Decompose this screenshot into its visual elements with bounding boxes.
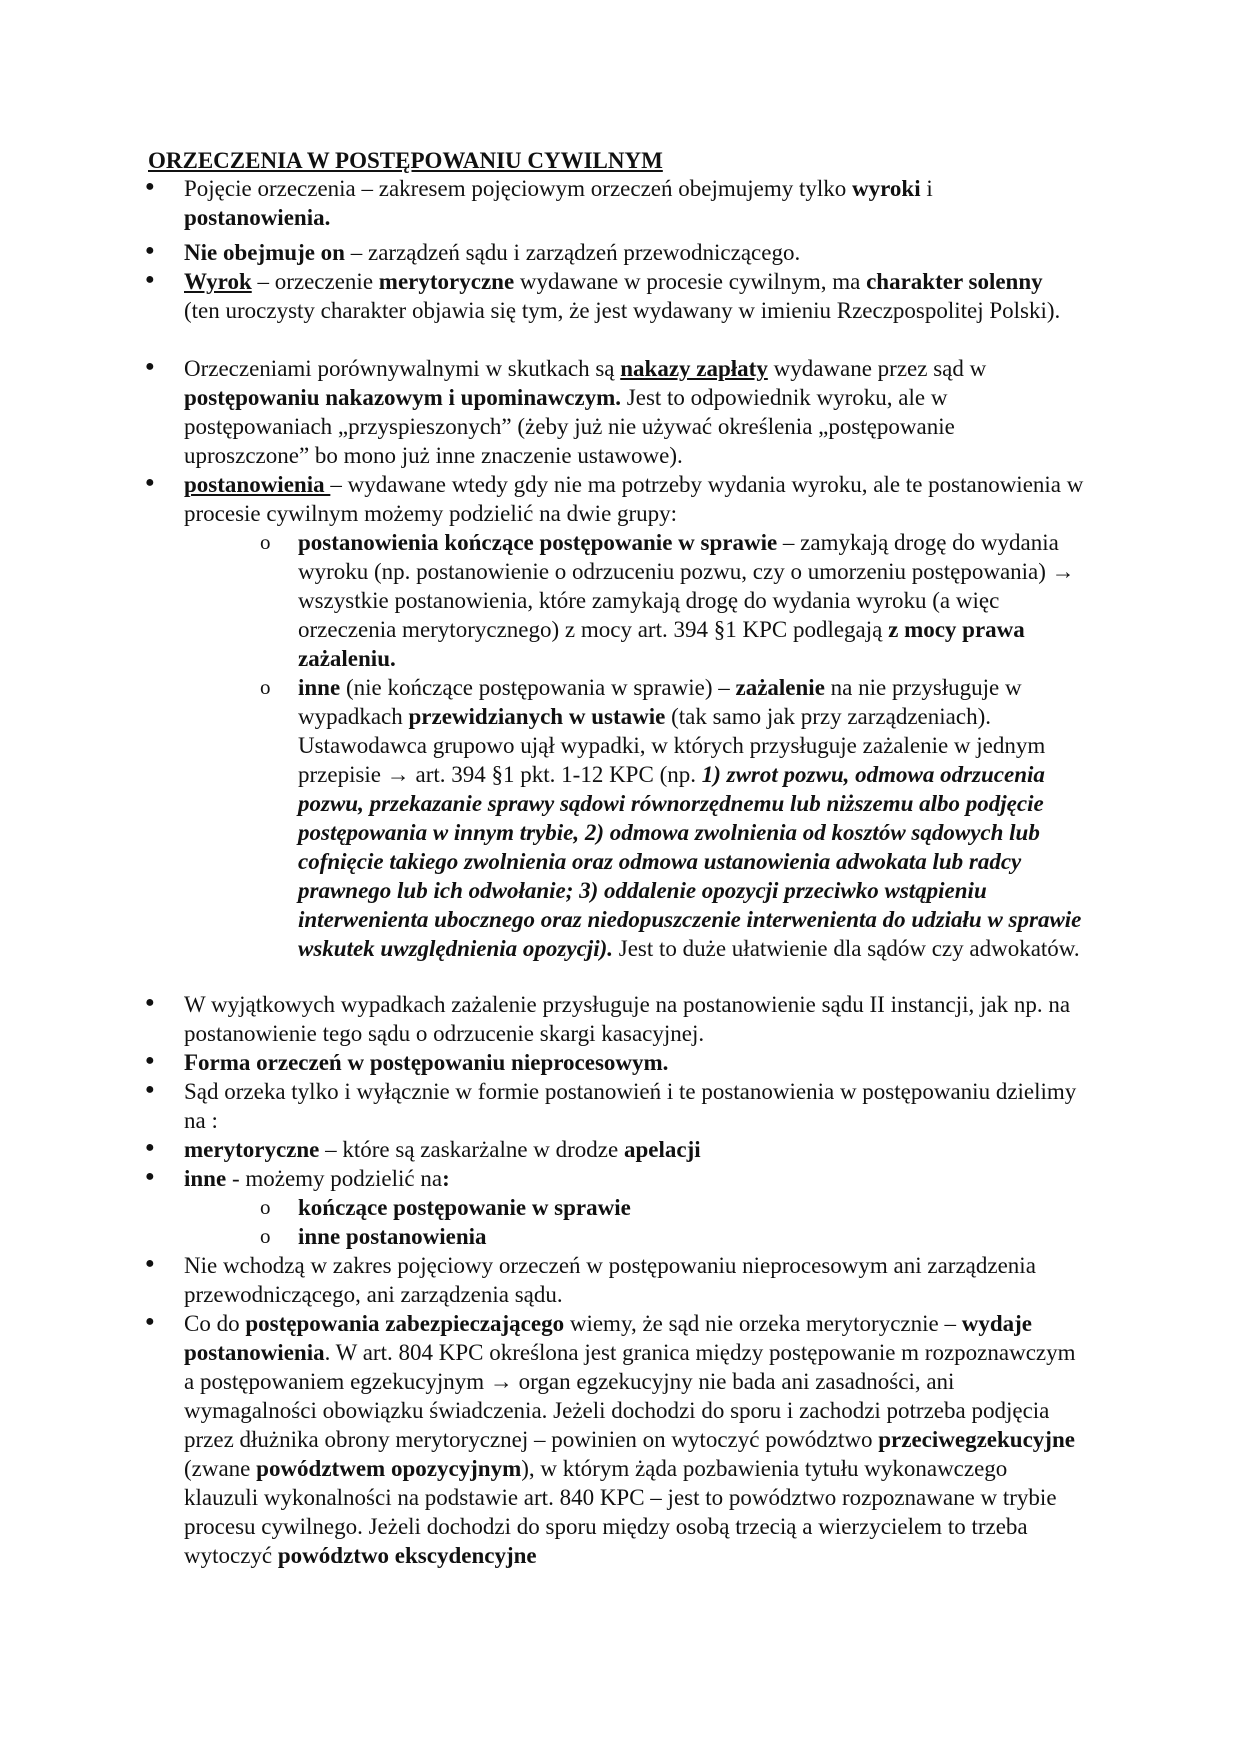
text-run: powództwem opozycyjnym [256, 1456, 522, 1481]
bullet: ● [145, 1313, 155, 1330]
text-run: Sąd orzeka tylko i wyłącznie w formie postanowień i te postanowienia w postępowaniu dzielimy na : [184, 1079, 1077, 1133]
text-run: wydawane przez sąd w [767, 356, 987, 381]
list-item [184, 1309, 1084, 1570]
text-run: Jest to odpowiednik wyroku, ale w postępowaniach „przyspieszonych” (żeby już nie używać określenia „postępowanie uproszczone” bo mono już inne znaczenie ustawowe). [184, 385, 955, 468]
text-run: kończące postępowanie w sprawie [298, 1195, 631, 1220]
text-run: inne postanowienia [298, 1224, 487, 1249]
bullet: ● [145, 1139, 155, 1156]
bullet: ● [145, 178, 155, 195]
text-run: Pojęcie orzeczenia – zakresem pojęciowym orzeczeń obejmujemy tylko [184, 176, 852, 201]
text-run: : [442, 1166, 450, 1191]
text-run: inne [184, 1166, 227, 1191]
bullet: ● [145, 242, 155, 259]
bullet: ● [145, 474, 155, 491]
text-run: na nie przysługuje w wypadkach [298, 675, 1022, 729]
text-run: przewidzianych w ustawie [408, 704, 666, 729]
text-run: Forma orzeczeń w postępowaniu nieprocesowym. [184, 1050, 669, 1075]
list-item [184, 1048, 1084, 1077]
text-run: – orzeczenie [251, 269, 379, 294]
list-item [184, 1251, 1084, 1309]
text-run: Orzeczeniami porównywalnymi w skutkach są [184, 356, 621, 381]
sub-list-item [298, 1193, 1098, 1222]
text-run: (zwane [184, 1456, 257, 1481]
text-run: zażalenie [735, 675, 825, 700]
list-item [184, 470, 1084, 528]
text-run: postanowienia kończące postępowanie w sprawie [298, 530, 778, 555]
text-run: (nie kończące postępowania w sprawie) – [340, 675, 736, 700]
text-run: Nie wchodzą w zakres pojęciowy orzeczeń w postępowaniu nieprocesowym ani zarządzenia przewodniczącego, ani zarządzenia sądu. [184, 1253, 1036, 1307]
document-title: ORZECZENIA W POSTĘPOWANIU CYWILNYM [148, 148, 663, 173]
sub-bullet: o [260, 530, 271, 554]
list-item [184, 990, 1084, 1048]
text-run: z mocy prawa zażaleniu. [298, 617, 1025, 671]
list-item [184, 1135, 1084, 1164]
bullet: ● [145, 1255, 155, 1272]
text-run: - możemy podzielić na [226, 1166, 443, 1191]
text-run: 1) zwrot pozwu, odmowa odrzucenia pozwu, przekazanie sprawy sądowi równorzędnemu lub niższemu albo podjęcie postępowania w innym trybie, 2) odmowa zwolnienia od kosztów sądowych lub cofnięcie takiego zwolnienia oraz odmowa ustanowienia adwokata lub radcy prawnego lub ich odwołanie; 3) oddalenie opozycji przeciwko wstąpieniu interwenienta ubocznego oraz niedopuszczenie interwenienta do udziału w sprawie wskutek uwzględnienia opozycji). [298, 762, 1082, 961]
list-item [184, 354, 1084, 470]
bullet: ● [145, 994, 155, 1011]
text-run: nakazy zapłaty [620, 356, 768, 381]
text-run: charakter solenny [866, 269, 1043, 294]
text-run: i [920, 176, 933, 201]
text-run: . W art. 804 KPC określona jest granica między postępowanie m rozpoznawczym a postępowaniem egzekucyjnym → organ egzekucyjny nie bada ani zasadności, ani wymagalności obowiązku świadczenia. Jeżeli dochodzi do sporu i zachodzi potrzeba podjęcia przez dłużnika obrony merytorycznej – powinien on wytoczyć powództwo [184, 1340, 1076, 1452]
text-run: postępowania zabezpieczającego [245, 1311, 565, 1336]
bullet: ● [145, 358, 155, 375]
bullet: ● [145, 1052, 155, 1069]
text-run: powództwo ekscydencyjne [277, 1543, 537, 1568]
text-run: (tak samo jak przy zarządzeniach). Ustawodawca grupowo ujął wypadki, w których przysługuje zażalenie w jednym przepisie → art. 394 §1 pkt. 1-12 KPC (np. [298, 704, 1046, 787]
list-item [184, 238, 1084, 267]
text-run: postępowaniu nakazowym i upominawczym. [184, 385, 622, 410]
list-item [184, 267, 1084, 325]
text-run: Jest to duże ułatwienie dla sądów czy adwokatów. [613, 936, 1080, 961]
text-run: Wyrok [184, 269, 252, 294]
text-run: Co do [184, 1311, 246, 1336]
text-run: wydaje postanowienia [184, 1311, 1033, 1365]
sub-list-item [298, 673, 1098, 963]
text-run: wydawane w procesie cywilnym, ma [514, 269, 867, 294]
text-run: merytoryczne [184, 1137, 320, 1162]
text-run: postanowienia. [184, 205, 331, 230]
text-run: – zamykają drogę do wydania wyroku (np. postanowienie o odrzuceniu pozwu, czy o umorzeniu postępowania) → wszystkie postanowienia, które zamykają drogę do wydania wyroku (a więc orzeczenia merytorycznego) z mocy art. 394 §1 KPC podlegają [298, 530, 1075, 642]
text-run: wyroki [852, 176, 921, 201]
text-run: wiemy, że sąd nie orzeka merytorycznie – [564, 1311, 962, 1336]
bullet: ● [145, 1168, 155, 1185]
sub-bullet: o [260, 1224, 271, 1248]
text-run: apelacji [623, 1137, 701, 1162]
text-run: postanowienia [184, 472, 331, 497]
sub-bullet: o [260, 1195, 271, 1219]
list-item [184, 1164, 1084, 1193]
text-run: (ten uroczysty charakter objawia się tym, że jest wydawany w imieniu Rzeczpospolitej Polski). [184, 298, 1061, 323]
sub-bullet: o [260, 675, 271, 699]
sub-list-item [298, 528, 1098, 673]
text-run: – zarządzeń sądu i zarządzeń przewodniczącego. [344, 240, 801, 265]
sub-list-item [298, 1222, 1098, 1251]
list-item [184, 174, 1084, 232]
text-run: ), w którym żąda pozbawienia tytułu wykonawczego klauzuli wykonalności na podstawie art. 840 KPC – jest to powództwo rozpoznawane w trybie procesu cywilnego. Jeżeli dochodzi do sporu między osobą trzecią a wierzycielem to trzeba wytoczyć [184, 1456, 1057, 1568]
text-run: Nie obejmuje on [184, 240, 345, 265]
bullet: ● [145, 271, 155, 288]
text-run: – które są zaskarżalne w drodze [319, 1137, 624, 1162]
text-run: W wyjątkowych wypadkach zażalenie przysługuje na postanowienie sądu II instancji, jak np. na postanowienie tego sądu o odrzucenie skargi kasacyjnej. [184, 992, 1071, 1046]
bullet: ● [145, 1081, 155, 1098]
list-item [184, 1077, 1084, 1135]
text-run: merytoryczne [378, 269, 515, 294]
text-run: przeciwegzekucyjne [878, 1427, 1075, 1452]
text-run: – wydawane wtedy gdy nie ma potrzeby wydania wyroku, ale te postanowienia w procesie cywilnym możemy podzielić na dwie grupy: [184, 472, 1084, 526]
text-run: inne [298, 675, 341, 700]
